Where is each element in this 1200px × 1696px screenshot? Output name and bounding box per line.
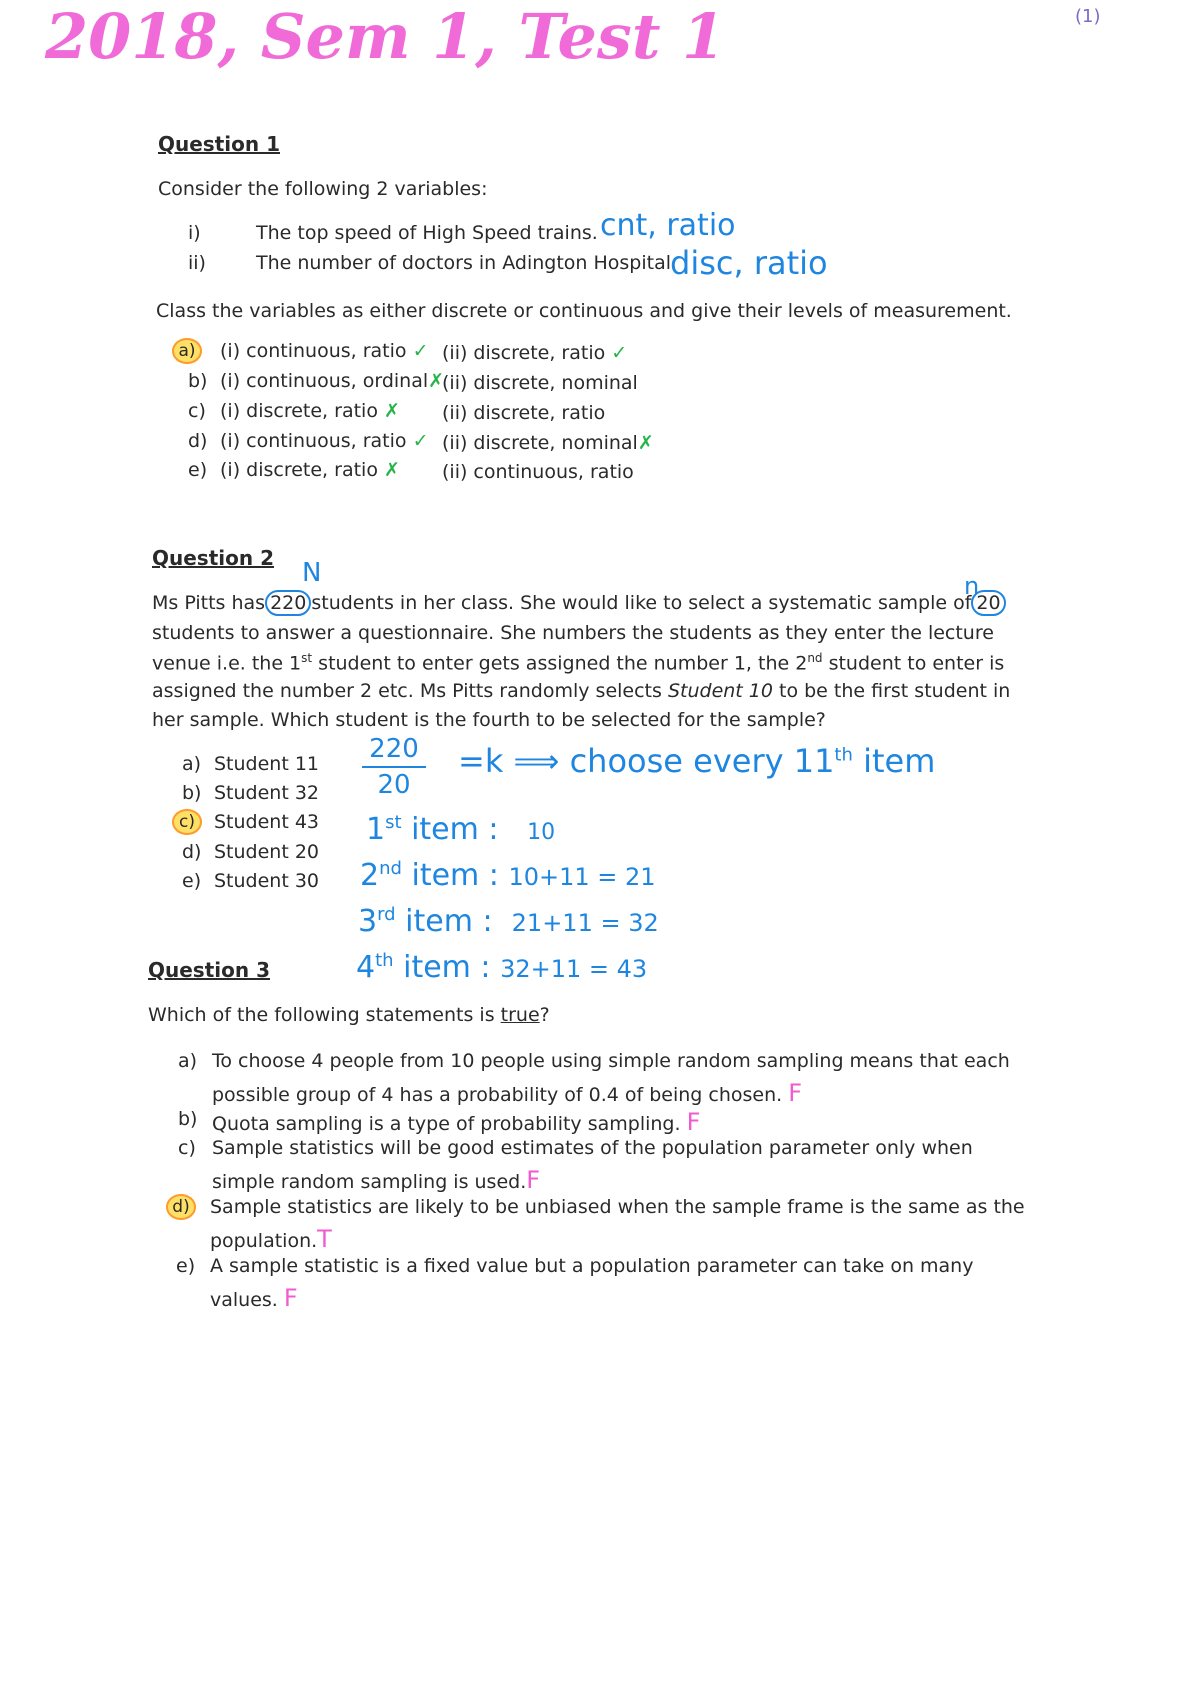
q1-option-a-right: (ii) discrete, ratio ✓: [442, 342, 628, 364]
check-icon: ✓: [412, 430, 429, 452]
q3-option-e-line-2: values. F: [210, 1284, 298, 1312]
working-fraction: 220 20: [362, 734, 426, 800]
q1-option-d-letter: d): [188, 430, 208, 452]
question-3-prompt: Which of the following statements is true?: [148, 1004, 550, 1026]
var-1-text: The top speed of High Speed trains.: [256, 222, 598, 244]
q3-option-c-letter: c): [178, 1137, 196, 1159]
cross-icon: ✗: [637, 432, 654, 454]
question-1-prompt: Class the variables as either discrete or continuous and give their levels of measurement.: [156, 300, 1012, 322]
check-icon: ✓: [412, 340, 429, 362]
working-row-3: 3rd item : 21+11 = 32: [358, 904, 659, 939]
q2-line-4: assigned the number 2 etc. Ms Pitts randomly selects Student 10 to be the first student in: [152, 680, 1011, 702]
page-title: 2018, Sem 1, Test 1: [45, 0, 726, 73]
q1-option-a-left: (i) continuous, ratio ✓: [220, 340, 429, 362]
q1-option-d-left: (i) continuous, ratio ✓: [220, 430, 429, 452]
question-1-heading: Question 1: [158, 132, 280, 156]
working-row-1: 1st item : 10: [366, 812, 556, 847]
q2-option-e-text: Student 30: [214, 870, 320, 892]
var-2-text: The number of doctors in Adington Hospital.: [256, 252, 678, 274]
q1-option-c-right: (ii) discrete, ratio: [442, 402, 606, 424]
q1-option-e-left: (i) discrete, ratio ✗: [220, 459, 400, 481]
q1-option-b-letter: b): [188, 370, 208, 392]
question-2-heading: Question 2: [152, 546, 274, 570]
q1-option-e-letter: e): [188, 459, 208, 481]
q2-option-c-text: Student 43: [214, 811, 320, 833]
q3-option-b-line-1: Quota sampling is a type of probability sampling. F: [212, 1108, 701, 1136]
q3-option-d-line-2: population.T: [210, 1225, 332, 1253]
q1-option-a-letter: a): [172, 338, 202, 364]
q2-option-a-text: Student 11: [214, 753, 320, 775]
q3-option-d-line-1: Sample statistics are likely to be unbiased when the sample frame is the same as the: [210, 1196, 1025, 1218]
var-2-handwritten-note: disc, ratio: [670, 244, 828, 282]
q3-option-b-letter: b): [178, 1108, 198, 1130]
q2-option-d-text: Student 20: [214, 841, 320, 863]
var-2-num: ii): [188, 252, 206, 274]
false-mark: F: [283, 1284, 298, 1312]
check-icon: ✓: [611, 342, 628, 364]
q3-option-c-line-1: Sample statistics will be good estimates of the population parameter only when: [212, 1137, 973, 1159]
cross-icon: ✗: [383, 459, 400, 481]
false-mark: F: [788, 1079, 803, 1107]
q3-option-c-line-2: simple random sampling is used.F: [212, 1166, 541, 1194]
page-number-mark: (1): [1075, 6, 1101, 27]
cross-icon: ✗: [383, 400, 400, 422]
q1-option-c-left: (i) discrete, ratio ✗: [220, 400, 400, 422]
q3-option-d-letter: d): [166, 1194, 196, 1220]
q1-option-e-right: (ii) continuous, ratio: [442, 461, 634, 483]
annotation-n: n: [964, 572, 980, 600]
annotation-N: N: [302, 558, 322, 588]
q2-option-b-letter: b): [182, 782, 202, 804]
circled-20: 20: [971, 590, 1005, 616]
q2-line-3: venue i.e. the 1st student to enter gets assigned the number 1, the 2nd student to enter is: [152, 651, 1005, 675]
q2-line-1: Ms Pitts has 220 students in her class. She would like to select a systematic sample of 20: [152, 592, 1006, 614]
working-row-4: 4th item : 32+11 = 43: [356, 950, 648, 985]
q2-line-5: her sample. Which student is the fourth to be selected for the sample?: [152, 709, 826, 731]
false-mark: F: [526, 1166, 541, 1194]
q2-option-c-letter: c): [172, 809, 202, 835]
false-mark: F: [686, 1108, 701, 1136]
question-1-intro: Consider the following 2 variables:: [158, 178, 488, 200]
circled-220: 220: [265, 590, 311, 616]
true-mark: T: [317, 1225, 332, 1253]
cross-icon: ✗: [428, 370, 445, 392]
q2-option-d-letter: d): [182, 841, 202, 863]
var-1-num: i): [188, 222, 201, 244]
q1-option-b-right: (ii) discrete, nominal: [442, 372, 638, 394]
working-row-2: 2nd item : 10+11 = 21: [360, 858, 656, 893]
working-equation: =k ⟹ choose every 11th item: [458, 742, 936, 780]
q1-option-c-letter: c): [188, 400, 206, 422]
q2-line-2: students to answer a questionnaire. She numbers the students as they enter the lecture: [152, 622, 994, 644]
q3-option-e-letter: e): [176, 1255, 196, 1277]
q3-option-a-letter: a): [178, 1050, 198, 1072]
q1-option-d-right: (ii) discrete, nominal✗: [442, 432, 654, 454]
q1-option-b-left: (i) continuous, ordinal✗: [220, 370, 445, 392]
q3-option-a-line-2: possible group of 4 has a probability of 0.4 of being chosen. F: [212, 1079, 803, 1107]
q2-option-e-letter: e): [182, 870, 202, 892]
q2-option-a-letter: a): [182, 753, 202, 775]
question-3-heading: Question 3: [148, 958, 270, 982]
var-1-handwritten-note: cnt, ratio: [600, 208, 736, 243]
q3-option-a-line-1: To choose 4 people from 10 people using simple random sampling means that each: [212, 1050, 1010, 1072]
q2-option-b-text: Student 32: [214, 782, 320, 804]
q3-option-e-line-1: A sample statistic is a fixed value but a population parameter can take on many: [210, 1255, 974, 1277]
